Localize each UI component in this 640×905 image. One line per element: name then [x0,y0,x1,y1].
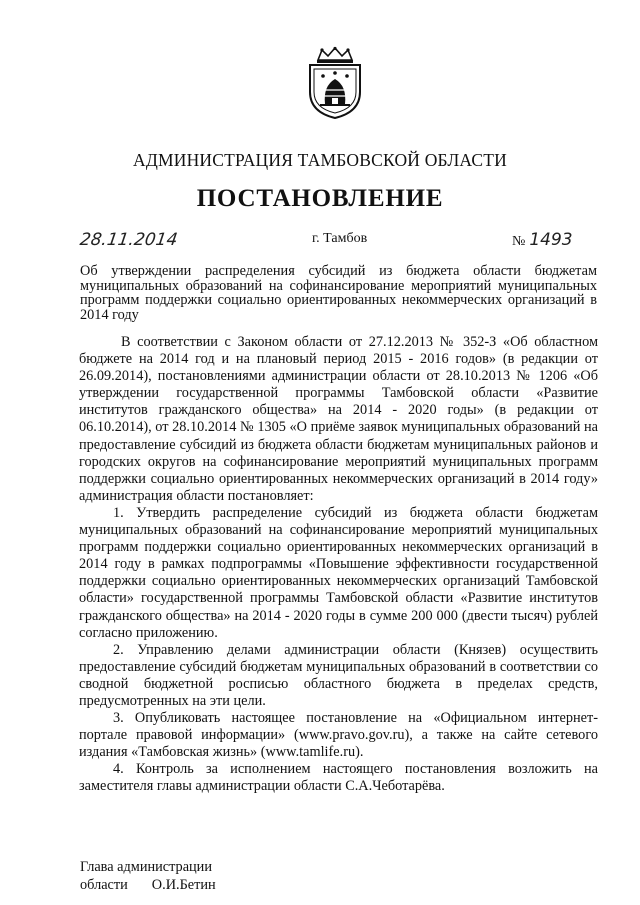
list-item: 2. Управлению делами администрации области (Князев) осуществить предоставление субсидий бюджетам муниципальных образований в соответствии со сводной бюджетной росписью областного бюджета в пределах средств, предусмотренных на эти цели. [79,641,598,709]
list-item: 4. Контроль за исполнением настоящего постановления возложить на заместителя главы администрации области С.А.Чеботарёва. [79,761,598,795]
signature-block [80,858,216,894]
document-number [512,230,573,250]
handwritten-date: 28.11.2014 [78,230,179,250]
document-type-title: ПОСТАНОВЛЕНИЕ [196,185,444,212]
organization-title: АДМИНИСТРАЦИЯ ТАМБОВСКОЙ ОБЛАСТИ [133,150,507,170]
document-body [79,334,598,796]
coat-of-arms-icon [304,46,366,120]
list-item: 3. Опубликовать настоящее постановление на «Официальном интернет-портале правовой информации» (www.pravo.gov.ru), а также на сайте сетевого издания «Тамбовская жизнь» (www.tamlife.ru). [79,710,598,761]
document-subject: Об утверждении распределения субсидий из бюджета области бюджетам муниципальных образований на софинансирование мероприятий муниципальных программ поддержки социально ориентированных некоммерческих организаций в 2014 году [80,263,597,323]
city-label: г. Тамбов [312,231,368,246]
list-item: 1. Утвердить распределение субсидий из бюджета области бюджетам муниципальных образований на софинансирование мероприятий муниципальных программ поддержки социально ориентированных некоммерческих организаций в 2014 году в рамках подпрограммы «Повышение эффективности государственной поддержки социально ориентированных некоммерческих организаций Тамбовской области» государственной программы Тамбовской области «Развитие институтов гражданского общества» на 2014 - 2020 годы в сумме 200 000 (двести тысяч) рублей согласно приложению. [79,504,598,641]
handwritten-number: 1493 [529,230,573,250]
signatory-name: О.И.Бетин [151,877,216,893]
signatory-title: Глава администрации [80,859,212,875]
signatory-title-line2: области [80,877,128,893]
preamble-paragraph: В соответствии с Законом области от 27.12.2013 № 352-З «Об областном бюджете на 2014 год и на плановый период 2015 - 2016 годов» (в редакции от 26.09.2014), постановлениями администрации области от 28.10.2013 № 1206 «Об утверждении государственной программы Тамбовской области «Развитие институтов гражданского общества» на 2014 - 2020 годы» (в редакции от 06.10.2014), от 28.10.2014 № 1305 «О приёме заявок муниципальных образований на предоставление субсидий из бюджета области бюджетам муниципальных районов и городских округов на софинансирование мероприятий муниципальных программ поддержки социально ориентированных некоммерческих организаций в 2014 году» администрация области постановляет: [79,334,598,504]
number-prefix: № [512,234,526,249]
